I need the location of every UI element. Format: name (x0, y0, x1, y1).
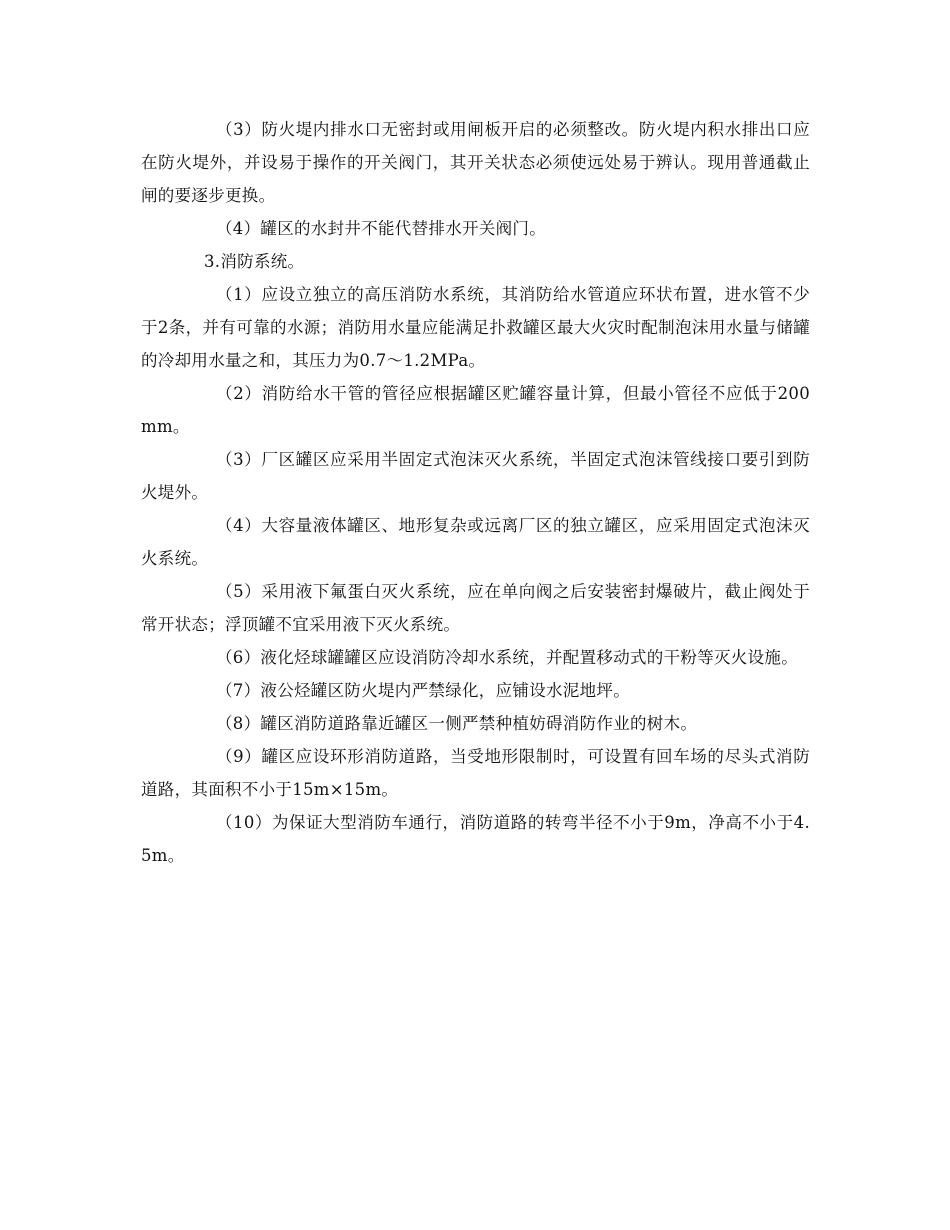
paragraph-main-pipe-diameter: （2）消防给水干管的管径应根据罐区贮罐容量计算，但最小管径不应低于200mm。 (141, 384, 810, 436)
paragraph-subsurface-injection: （5）采用液下氟蛋白灭火系统，应在单向阀之后安装密封爆破片，截止阀处于常开状态；浮顶罐不宜采用液下灭火系统。 (141, 582, 810, 634)
paragraph-water-seal-well: （4）罐区的水封井不能代替排水开关阀门。 (216, 219, 546, 238)
paragraph-fixed-foam: （4）大容量液体罐区、地形复杂或远离厂区的独立罐区，应采用固定式泡沫灭火系统。 (141, 516, 810, 568)
paragraph-no-greening: （7）液公烃罐区防火堤内严禁绿化，应铺设水泥地坪。 (216, 681, 630, 700)
paragraph-drainage-outlet: （3）防火堤内排水口无密封或用闸板开启的必须整改。防火堤内积水排出口应在防火堤外，并设易于操作的开关阀门，其开关状态必须使远处易于辨认。现用普通截止闸的要逐步更换。 (141, 120, 810, 205)
document-body (141, 113, 810, 872)
paragraph-fire-water-system: （1）应设立独立的高压消防水系统，其消防给水管道应环状布置，进水管不少于2条，并有可靠的水源；消防用水量应能满足扑救罐区最大火灾时配制泡沫用水量与储罐的冷却用水量之和，其压力为0.7～1.2MPa。 (141, 285, 810, 370)
paragraph-ring-road: （9）罐区应设环形消防道路，当受地形限制时，可设置有回车场的尽头式消防道路，其面积不小于15m×15m。 (141, 747, 810, 799)
section-heading-fire-system: 3.消防系统。 (204, 252, 305, 271)
paragraph-lpg-sphere-cooling: （6）液化烃球罐罐区应设消防冷却水系统，并配置移动式的干粉等灭火设施。 (216, 648, 798, 667)
paragraph-semi-fixed-foam: （3）厂区罐区应采用半固定式泡沫灭火系统，半固定式泡沫管线接口要引到防火堤外。 (141, 450, 810, 502)
paragraph-turning-radius: （10）为保证大型消防车通行，消防道路的转弯半径不小于9m，净高不小于4.5m。 (141, 813, 810, 865)
paragraph-no-trees: （8）罐区消防道路靠近罐区一侧严禁种植妨碍消防作业的树木。 (216, 714, 698, 733)
